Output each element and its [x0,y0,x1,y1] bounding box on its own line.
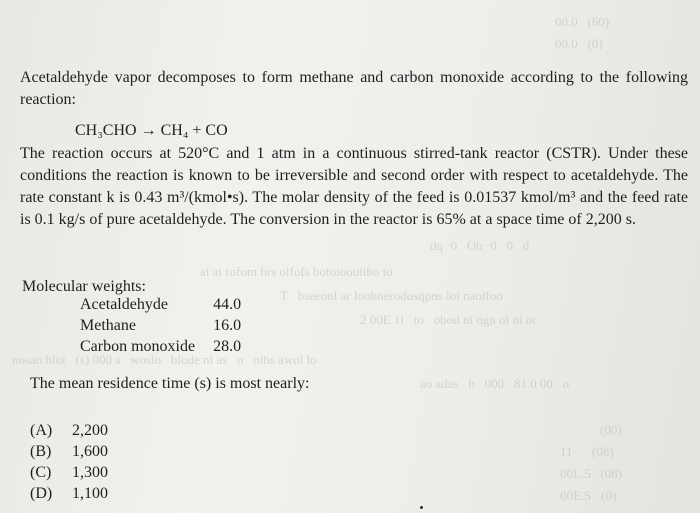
table-row [80,336,241,357]
compound-name: Carbon monoxide [80,338,196,355]
option-letter: (C) [30,464,52,481]
option-letter: (A) [30,422,53,439]
compound-weight: 16.0 [213,317,242,334]
compound-weight: 28.0 [213,338,242,355]
option-value: 1,100 [72,485,108,502]
molecular-weights-title: Molecular weights: [22,278,146,295]
molecular-weights-table [80,294,241,357]
table-row [80,294,241,315]
answer-option [30,420,108,441]
option-value: 1,300 [72,464,108,481]
option-value: 2,200 [72,422,108,439]
option-value: 1,600 [72,443,108,460]
show-through-text: dq ·0 Ob ·0 0 d [430,238,530,253]
show-through-text: ai ai rofom brs olfofs botoiooulibo to [200,264,393,279]
show-through-text: T bseeonl ar loobnerodosqpns loi naolfoo [280,288,503,303]
show-through-text: nosao blot (s) 000 s woslo blode nl as o oibs awol lo [12,352,317,367]
show-through-text: ao adas b 000 81.0 00 o [420,376,570,391]
show-through-text: (00) [600,422,622,437]
answer-option [30,483,108,504]
show-through-text: 00.0 (60) [555,14,610,29]
option-letter: (D) [30,485,53,502]
problem-description: The reaction occurs at 520°C and 1 atm in a continuous stirred-tank reactor (CSTR). Under these conditions the reaction is known to be irreversible and second order with respect to acetaldehyde. The rate constant k is 0.43 m³/(kmol•s). The molar density of the feed is 0.01537 kmol/m³ and the feed rate is 0.1 kg/s of pure acetaldehyde. The conversion in the reactor is 65% at a space time of 2,200 s. [20,145,688,228]
compound-weight: 44.0 [213,296,242,313]
reaction-equation: CH₃CHO → CH₄ + CO [75,122,228,139]
show-through-text: 11 (08) [560,444,614,459]
answer-option [30,462,108,483]
option-letter: (B) [30,443,52,460]
show-through-text: 2 00E 1l to obod ni ogn ol ni ot [360,312,536,327]
compound-name: Methane [80,317,136,334]
question-text: The mean residence time (s) is most nearly: [30,375,310,392]
answer-option [30,441,108,462]
show-through-text: 00.0 (0) [555,36,603,51]
show-through-text: 00E.S (0) [560,488,617,503]
answer-options [30,420,108,504]
problem-intro: Acetaldehyde vapor decomposes to form methane and carbon monoxide according to the following reaction: [20,69,688,108]
ink-dot [420,506,423,509]
show-through-text: 00L.5 (08) [560,466,623,481]
table-row [80,315,241,336]
compound-name: Acetaldehyde [80,296,168,313]
